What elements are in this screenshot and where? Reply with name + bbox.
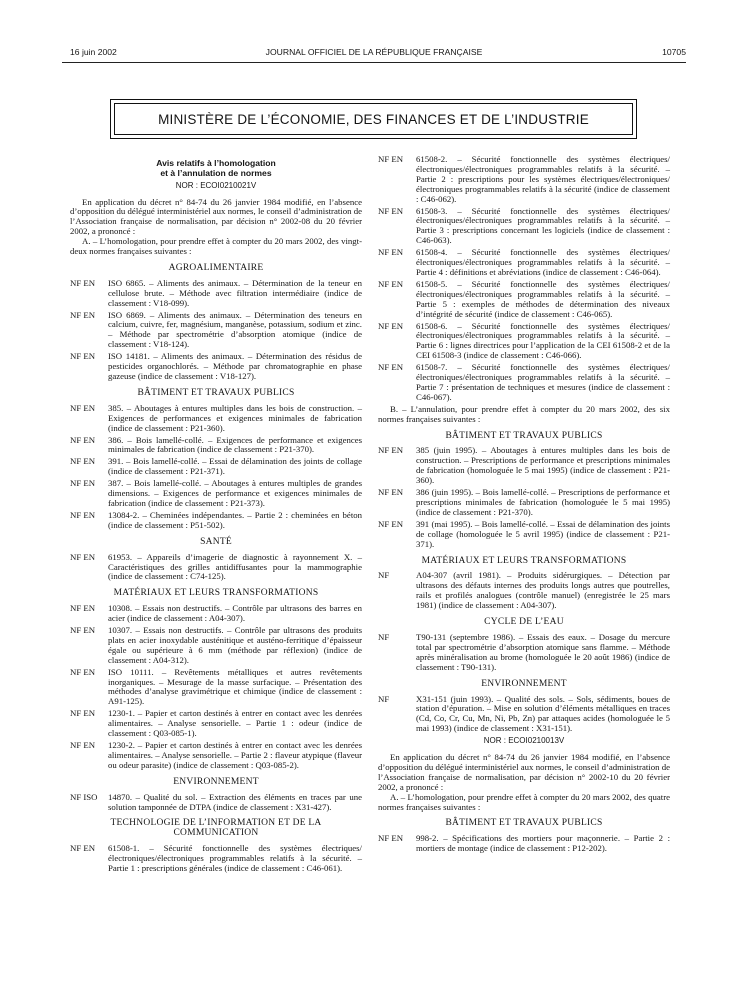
- standard-text: ISO 14181. – Aliments des animaux. – Détermination des résidus de pesticides organochlorés. – Méthode par chromatographie en phase gazeuse (indice de classement : V18-127).: [108, 351, 362, 381]
- avis-title: [70, 159, 362, 179]
- standard-item: [70, 844, 362, 874]
- standard-code: NF EN: [378, 154, 404, 164]
- standard-code: NF EN: [378, 362, 404, 373]
- right-section-environnement: [378, 680, 670, 735]
- standard-code: NF EN: [70, 843, 96, 854]
- running-header: [62, 47, 686, 61]
- standard-text: 61508-7. – Sécurité fonctionnelle des systèmes électriques/électroniques/électroniques programmables relatifs à la sécurité. – Partie 7 : présentation de techniques et mesures (indice de classement : C46-067).: [416, 362, 670, 402]
- standard-text: A04-307 (avril 1981). – Produits sidérurgiques. – Détection par ultrasons des défauts internes des produits longs autres que poutrelles, rails et profilés analogues (contrôle manuel) (enregistrée le 25 mars 1981) (indice de classement : A04-307).: [416, 570, 670, 611]
- standard-code: NF EN: [70, 625, 96, 636]
- standard-item: [378, 322, 670, 362]
- page-number: 10705: [662, 47, 686, 57]
- section-technologie: [70, 819, 362, 874]
- standard-text: 10308. – Essais non destructifs. – Contrôle par ultrasons des barres en acier (indice de classement : A04-307).: [108, 603, 362, 624]
- standard-item: [378, 834, 670, 854]
- standard-code: NF EN: [378, 833, 404, 844]
- avis-title-line-2: et à l’annulation de normes: [160, 167, 272, 178]
- standard-item: [378, 280, 670, 320]
- standard-code: NF EN: [378, 278, 404, 289]
- standard-text: 391 (mai 1995). – Bois lamellé-collé. – Essai de délamination des joints de collage (homologuée le 5 avril 1995) (indice de classement : P21-371).: [416, 518, 670, 549]
- section-title: SANTÉ: [200, 536, 232, 547]
- right-section-cycle-eau: [378, 618, 670, 673]
- standard-item: [378, 633, 670, 673]
- standard-text: 391. – Bois lamellé-collé. – Essai de délamination des joints de collage (indice de classement : P21-371).: [108, 456, 362, 477]
- journal-title: JOURNAL OFFICIEL DE LA RÉPUBLIQUE FRANÇAISE: [265, 47, 483, 57]
- standard-item: [378, 363, 670, 403]
- header-rule: [62, 62, 686, 63]
- avis-b-paragraph: B. – L’annulation, pour prendre effet à compter du 20 mars 2002, des six normes françaises suivantes :: [378, 403, 670, 424]
- standard-code: NF EN: [70, 434, 96, 445]
- avis2-a-paragraph: A. – L’homologation, pour prendre effet à compter du 20 mars 2002, des quatre normes françaises suivantes :: [378, 791, 670, 812]
- standard-text: 14870. – Qualité du sol. – Extraction des éléments en traces par une solution tamponnée de DTPA (indice de classement : X31-427).: [108, 791, 362, 812]
- standard-text: 61508-2. – Sécurité fonctionnelle des systèmes électriques/électroniques/électroniques programmables relatifs à la sécurité. – Partie 2 : prescriptions pour les systèmes électriques/électroniques/électroniques programmables relatifs à la sécurité (indice de classement : C46-062).: [416, 154, 670, 204]
- section-title: ENVIRONNEMENT: [481, 678, 567, 689]
- standard-code: NF EN: [70, 603, 96, 614]
- standard-item: [70, 741, 362, 771]
- standard-item: [378, 248, 670, 278]
- standard-code: NF: [378, 631, 390, 642]
- section-title: AGROALIMENTAIRE: [168, 262, 264, 273]
- section-title: BÂTIMENT ET TRAVAUX PUBLICS: [445, 430, 603, 441]
- standard-text: 386. – Bois lamellé-collé. – Exigences de performance et exigences minimales de fabrication (indice de classement : P21-370).: [108, 434, 362, 455]
- standard-text: X31-151 (juin 1993). – Qualité des sols. – Sols, sédiments, boues de station d’épuration. – Mise en solution d’éléments métalliques en traces (Cd, Co, Cr, Cu, Mn, Ni, Pb, Zn) par attaques acides (homologuée le 5 mai 1993) (indice de classement : X31-151).: [416, 693, 670, 734]
- standard-text: 61508-3. – Sécurité fonctionnelle des systèmes électriques/électroniques/électroniques programmables relatifs à la sécurité. – Partie 3 : prescriptions concernant les logiciels (indice de classement : C46-063).: [416, 205, 670, 246]
- standard-item: [70, 479, 362, 509]
- standard-text: 61508-5. – Sécurité fonctionnelle des systèmes électriques/électroniques/électroniques programmables relatifs à la sécurité. – Partie 5 : exemples de méthodes de détermination des niveaux d’intégrité de sécurité (indice de classement : C46-065).: [416, 278, 670, 319]
- standard-code: NF EN: [70, 478, 96, 489]
- avis-a-paragraph: A. – L’homologation, pour prendre effet à compter du 20 mars 2002, des vingt-deux normes françaises suivantes :: [70, 236, 362, 257]
- standard-text: 1230-2. – Papier et carton destinés à entrer en contact avec les denrées alimentaires. – Analyse sensorielle. – Partie 2 : flaveur atypique (flaveur ou odeur parasite) (indice de classement : Q03-085-2).: [108, 740, 362, 770]
- standard-code: NF EN: [378, 320, 404, 331]
- standard-item: [70, 404, 362, 434]
- standard-item: [70, 352, 362, 382]
- standard-item: [70, 279, 362, 309]
- standard-code: NF EN: [378, 247, 404, 258]
- standard-text: 61953. – Appareils d’imagerie de diagnostic à rayonnement X. – Caractéristiques des grilles antidiffusantes pour la mammographie (indice de classement : C74-125).: [108, 551, 362, 582]
- standard-text: 387. – Bois lamellé-collé. – Aboutages à entures multiples de grandes dimensions. – Exigences de performance et exigences minimales de fabrication (indice de classement : P21-373).: [108, 478, 362, 508]
- section-title: ENVIRONNEMENT: [173, 776, 259, 787]
- standard-code: NF EN: [70, 402, 96, 413]
- standard-item: [378, 207, 670, 247]
- section-title: CYCLE DE L’EAU: [484, 617, 564, 628]
- right-section-batiment: [378, 432, 670, 550]
- standard-item: [378, 695, 670, 735]
- section-batiment: [70, 389, 362, 531]
- standard-code: NF EN: [70, 309, 96, 320]
- avis-intro: En application du décret n° 84-74 du 26 janvier 1984 modifié, en l’absence d’opposition du délégué interministériel aux normes, le conseil d’administration de l’Association française de normalisation, par décision n° 2002-08 du 20 février 2002, a prononcé :: [70, 196, 362, 237]
- standard-code: NF EN: [70, 666, 96, 677]
- avis-title-line-1: Avis relatifs à l’homologation: [156, 158, 276, 168]
- standard-text: 385. – Aboutages à entures multiples dans les bois de construction. – Exigences de performances et exigences minimales de fabrication (indice de classement : P21-360).: [108, 402, 362, 433]
- standard-item: [70, 709, 362, 739]
- standard-item: [70, 311, 362, 351]
- standard-item: [70, 511, 362, 531]
- section-agroalimentaire: [70, 264, 362, 382]
- standard-text: 385 (juin 1995). – Aboutages à entures multiples dans les bois de construction. – Prescriptions de performance et prescriptions minimales de fabrication (homologuée le 5 mai 1995) (indice de classement : P21-360).: [416, 445, 670, 486]
- standard-item: [378, 571, 670, 611]
- section-title: BÂTIMENT ET TRAVAUX PUBLICS: [137, 387, 295, 398]
- standard-code: NF ISO: [70, 791, 98, 802]
- standard-code: NF EN: [70, 351, 96, 362]
- standard-text: 13084-2. – Cheminées indépendantes. – Partie 2 : cheminées en béton (indice de classement : P51-502).: [108, 509, 362, 530]
- standard-item: [70, 604, 362, 624]
- section-title: MATÉRIAUX ET LEURS TRANSFORMATIONS: [421, 555, 627, 566]
- standard-code: NF: [378, 693, 390, 704]
- section-environnement: [70, 778, 362, 813]
- standard-text: 61508-1. – Sécurité fonctionnelle des systèmes électriques/électroniques/électroniques programmables relatifs à la sécurité. – Partie 1 : prescriptions générales (indice de classement : C46-061).: [108, 843, 362, 874]
- standard-code: NF EN: [378, 518, 404, 529]
- section-title: MATÉRIAUX ET LEURS TRANSFORMATIONS: [113, 588, 319, 599]
- standard-item: [378, 488, 670, 518]
- standard-text: 61508-4. – Sécurité fonctionnelle des systèmes électriques/électroniques/électroniques programmables relatifs à la sécurité. – Partie 4 : définitions et abréviations (indice de classement : C46-064).: [416, 247, 670, 277]
- standard-code: NF EN: [70, 277, 96, 288]
- right-column: [378, 155, 670, 856]
- standard-text: 386 (juin 1995). – Bois lamellé-collé. – Prescriptions de performance et prescriptions minimales de fabrication (homologuée le 5 mai 1995) (indice de classement : P21-370).: [416, 487, 670, 517]
- standard-text: 10307. – Essais non destructifs. – Contrôle par ultrasons des produits plats en acier inoxydable austénitique et austéno-ferritique d’épaisseur égale ou supérieure à 6 mm (méthode par réflexion) (indice de classement : A04-312).: [108, 625, 362, 665]
- standard-item: [378, 520, 670, 550]
- standard-code: NF: [378, 570, 390, 581]
- section-sante: [70, 538, 362, 583]
- standard-item: [70, 457, 362, 477]
- right-section-materiaux: [378, 557, 670, 612]
- section-title: BÂTIMENT ET TRAVAUX PUBLICS: [445, 818, 603, 829]
- ministry-heading: MINISTÈRE DE L’ÉCONOMIE, DES FINANCES ET DE L’INDUSTRIE: [114, 103, 633, 135]
- standard-text: ISO 6869. – Aliments des animaux. – Détermination des teneurs en calcium, cuivre, fer, magnésium, manganèse, potassium, sodium et zinc. – Méthode par spectrométrie d’absorption atomique (indice de classement : V18-124).: [108, 309, 362, 350]
- standard-code: NF EN: [378, 487, 404, 498]
- standard-code: NF EN: [70, 456, 96, 467]
- nor-reference-2: NOR : ECOI0210013V: [483, 736, 565, 746]
- standard-item: [70, 793, 362, 813]
- standard-code: NF EN: [378, 205, 404, 216]
- standard-item: [70, 626, 362, 666]
- standard-code: NF EN: [70, 740, 96, 750]
- standard-text: T90-131 (septembre 1986). – Essais des eaux. – Dosage du mercure total par spectrométrie d’absorption atomique sans flamme. – Méthode après minéralisation au brome (homologuée le 20 août 1986) (indice de classement : T90-131).: [416, 631, 670, 672]
- standard-code: NF EN: [70, 708, 96, 719]
- standard-code: NF EN: [70, 551, 96, 562]
- nor-reference: NOR : ECOI0210021V: [175, 180, 257, 190]
- standard-text: 1230-1. – Papier et carton destinés à entrer en contact avec les denrées alimentaires. – Analyse sensorielle. – Partie 1 : odeur (indice de classement : Q03-085-1).: [108, 708, 362, 739]
- avis2-intro: En application du décret n° 84-74 du 26 janvier 1984 modifié, en l’absence d’opposition du délégué interministériel aux normes, le conseil d’administration de l’Association française de normalisation, par décision n° 2002-10 du 20 février 2002, a prononcé :: [378, 752, 670, 792]
- standard-code: NF EN: [70, 509, 96, 520]
- section-title: TECHNOLOGIE DE L’INFORMATION ET DE LA COMMUNICATION: [110, 818, 322, 839]
- standard-code: NF EN: [378, 445, 404, 456]
- standard-text: 998-2. – Spécifications des mortiers pour maçonnerie. – Partie 2 : mortiers de montage (indice de classement : P12-202).: [416, 833, 670, 854]
- standard-text: ISO 10111. – Revêtements métalliques et autres revêtements inorganiques. – Mesurage de la masse surfacique. – Présentation des méthodes d’analyse gravimétrique et chimique (indice de classement : A91-125).: [108, 666, 362, 707]
- left-column: [70, 155, 362, 876]
- standard-item: [378, 446, 670, 486]
- section-materiaux: [70, 589, 362, 770]
- standard-text: ISO 6865. – Aliments des animaux. – Détermination de la teneur en cellulose brute. – Méthode avec filtration intermédiaire (indice de classement : V18-099).: [108, 277, 362, 308]
- standard-item: [70, 553, 362, 583]
- standard-item: [378, 155, 670, 205]
- issue-date: 16 juin 2002: [70, 47, 117, 57]
- standard-item: [70, 668, 362, 708]
- standard-item: [70, 436, 362, 456]
- standard-text: 61508-6. – Sécurité fonctionnelle des systèmes électriques/électroniques/électroniques programmables relatifs à la sécurité. – Partie 6 : lignes directrices pour l’application de la CEI 61508-2 et de la CEI 61508-3 (indice de classement : C46-066).: [416, 320, 670, 361]
